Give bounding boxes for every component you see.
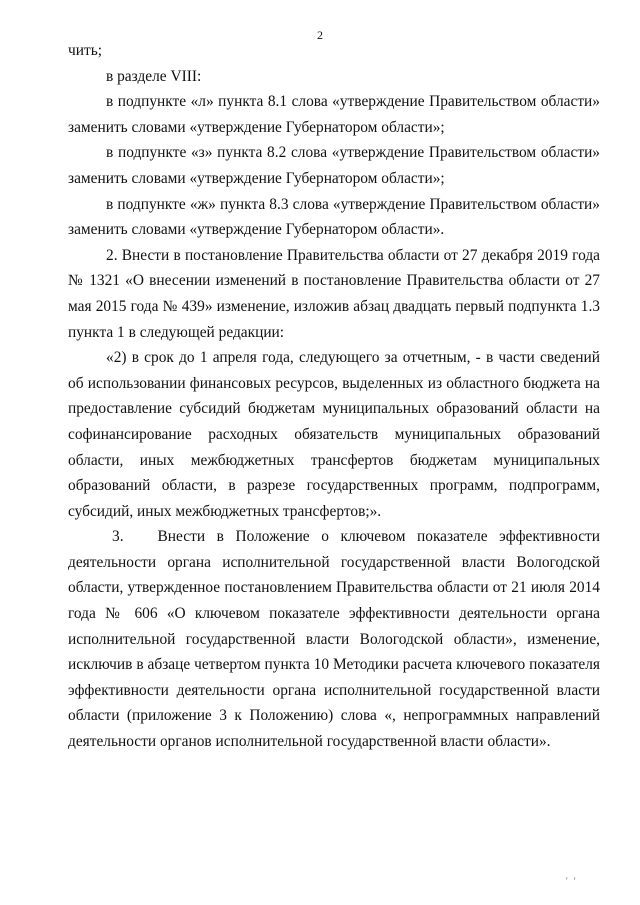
page-number: 2: [317, 28, 323, 42]
scan-mark: ' ': [566, 876, 578, 886]
item-3-text: Внести в Положение о ключевом показателе эффективности деятельности органа исполнительной государственной власти Вологодской области, утвержденное постановлением Правительства области от 21 июля 2014 года № 606 «О ключевом показателе эффективности деятельности органа исполнительной государственной власти Вологодской области», изменение, исключив в абзаце четвертом пункта 10 Методики расчета ключевого показателя эффективности деятельности органа исполнительной государственной власти области (приложение 3 к Положению) слова «, непрограммных направлений деятельности органов исполнительной государственной власти области».: [68, 528, 600, 751]
document-body: [68, 38, 600, 755]
paragraph-subitem-l: в подпункте «л» пункта 8.1 слова «утверждение Правительством области» заменить словами «утверждение Губернатором области»;: [68, 93, 600, 136]
paragraph-continuation: чить;: [68, 42, 102, 59]
item-number: 3.: [112, 528, 124, 546]
paragraph-item-3: [68, 524, 600, 754]
paragraph-item-2: 2. Внести в постановление Правительства области от 27 декабря 2019 года № 1321 «О внесении изменений в постановление Правительства области от 27 мая 2015 года № 439» изменение, изложив абзац двадцать первый подпункта 1.3 пункта 1 в следующей редакции:: [68, 246, 600, 341]
paragraph-subitem-z: в подпункте «з» пункта 8.2 слова «утверждение Правительством области» заменить словами «утверждение Губернатором области»;: [68, 144, 600, 187]
paragraph-section-viii: в разделе VIII:: [106, 67, 202, 85]
paragraph-quoted-text: «2) в срок до 1 апреля года, следующего за отчетным, - в части сведений об использовании финансовых ресурсов, выделенных из областного бюджета на предоставление субсидий бюджетам муниципальных образований области на софинансирование расходных обязательств муниципальных образований области, иных межбюджетных трансфертов бюджетам муниципальных образований области, в разрезе государственных программ, подпрограмм, субсидий, иных межбюджетных трансфертов;».: [68, 349, 600, 520]
paragraph-subitem-zh: в подпункте «ж» пункта 8.3 слова «утверждение Правительством области» заменить словами «утверждение Губернатором области».: [68, 195, 600, 239]
